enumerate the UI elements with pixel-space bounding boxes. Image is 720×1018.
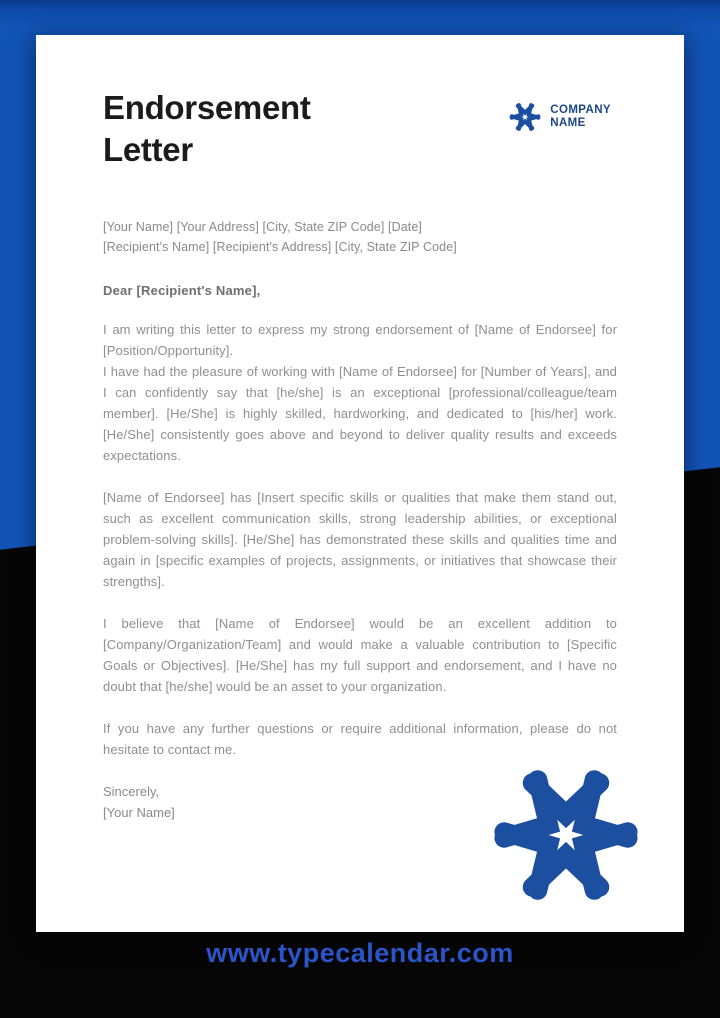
address-block	[103, 217, 617, 258]
signature-placeholder: [Your Name]	[103, 805, 175, 821]
page-title-line2: Letter	[103, 130, 193, 168]
paragraph-recommendation: I believe that [Name of Endorsee] would be an excellent addition to [Company/Organization/Team] and would make a valuable contribution to [Specific Goals or Objectives]. [He/She] has my full support and endorsement, and I have no doubt that [he/she] would be an asset to your organization.	[103, 616, 617, 695]
letter-page	[36, 35, 684, 932]
company-name-text	[550, 104, 611, 129]
company-logo	[507, 99, 611, 135]
company-name-line1: COMPANY	[550, 104, 611, 117]
paragraph-working-history: I have had the pleasure of working with [Name of Endorsee] for [Number of Years], and I can confidently say that [he/she] is an exceptional [professional/colleague/team member]. [He/She] is highly skilled, hardworking, and dedicated to [his/her] work. [He/She] consistently goes above and beyond to deliver quality results and exceeds expectations.	[103, 364, 617, 464]
paragraph-group-intro	[103, 319, 617, 466]
paragraph-skills: [Name of Endorsee] has [Insert specific skills or qualities that make them stand out, such as excellent communication skills, strong leadership abilities, or exceptional problem-solving skills]. [He/She] has demonstrated these skills and qualities time and again in [specific examples of projects, assignments, or initiatives that showcase their strengths].	[103, 490, 617, 590]
letter-header	[103, 87, 617, 171]
salutation: Dear [Recipient's Name],	[103, 283, 261, 299]
snowflake-logo-icon	[507, 99, 543, 135]
signoff-block	[103, 781, 617, 823]
sender-address-line: [Your Name] [Your Address] [City, State ZIP Code] [Date]	[103, 219, 422, 234]
footer-website-url: www.typecalendar.com	[206, 938, 514, 968]
company-name-line2: NAME	[550, 117, 586, 129]
page-title	[103, 87, 311, 171]
paragraph-contact: If you have any further questions or require additional information, please do not hesitate to contact me.	[103, 721, 617, 758]
footer-band	[0, 938, 720, 969]
letter-content	[36, 35, 684, 932]
closing-text: Sincerely,	[103, 784, 160, 800]
recipient-address-line: [Recipient's Name] [Recipient's Address] [City, State ZIP Code]	[103, 240, 457, 255]
page-title-line1: Endorsement	[103, 89, 311, 126]
paragraph-endorsement-intro: I am writing this letter to express my strong endorsement of [Name of Endorsee] for [Position/Opportunity].	[103, 322, 617, 359]
